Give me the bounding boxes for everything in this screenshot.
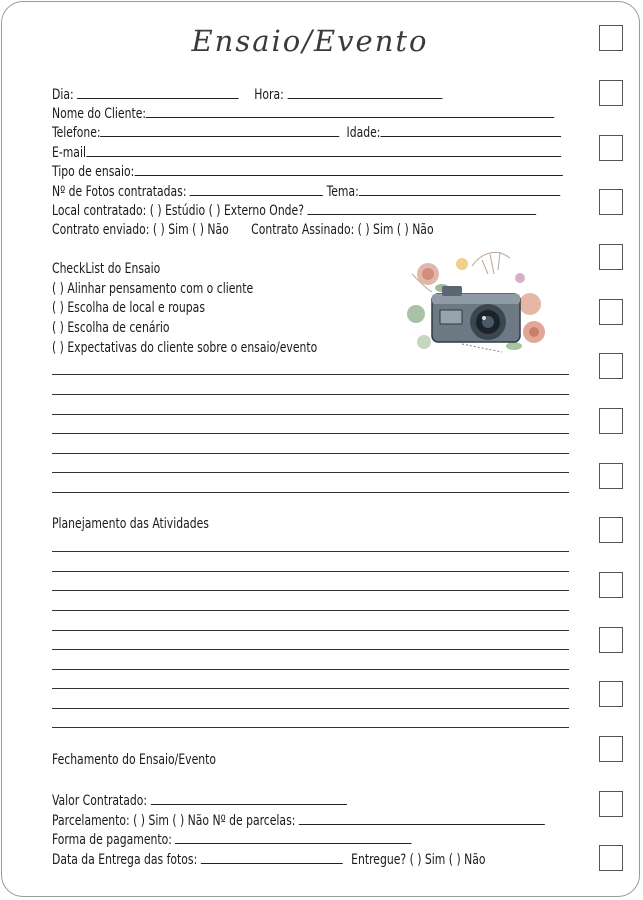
parcelas-field[interactable]: [299, 811, 545, 825]
checkbox[interactable]: [599, 791, 623, 817]
fotos-tema-row: [52, 182, 560, 201]
checkbox[interactable]: [599, 572, 623, 598]
fechamento-heading: Fechamento do Ensaio/Evento: [52, 752, 216, 768]
email-label: E-mail: [52, 145, 86, 161]
entrega-row: [52, 850, 485, 869]
floral-camera-illustration: [402, 244, 554, 366]
planejamento-heading: Planejamento das Atividades: [52, 516, 209, 532]
writing-line[interactable]: [52, 433, 569, 434]
checklist-heading: CheckList do Ensaio: [52, 261, 161, 277]
checkbox[interactable]: [599, 627, 623, 653]
valor-label: Valor Contratado:: [52, 793, 148, 809]
contrato-row: [52, 221, 434, 239]
checkbox[interactable]: [599, 681, 623, 707]
writing-line[interactable]: [52, 649, 569, 650]
tipo-field[interactable]: [134, 162, 562, 176]
contrato-assinado: Contrato Assinado: ( ) Sim ( ) Não: [251, 222, 434, 238]
checkbox[interactable]: [599, 25, 623, 51]
hora-label: Hora:: [254, 87, 284, 103]
writing-line[interactable]: [52, 551, 569, 552]
checkbox[interactable]: [599, 517, 623, 543]
local-row: [52, 201, 536, 220]
local-label: Local contratado: ( ) Estúdio ( ) Externo Onde?: [52, 203, 304, 219]
writing-line[interactable]: [52, 414, 569, 415]
local-field[interactable]: [307, 201, 536, 215]
writing-line[interactable]: [52, 374, 569, 375]
tipo-label: Tipo de ensaio:: [52, 164, 135, 180]
tema-field[interactable]: [359, 182, 560, 196]
checkbox[interactable]: [599, 408, 623, 434]
writing-line[interactable]: [52, 453, 569, 454]
page-title: Ensaio/Evento: [191, 24, 429, 58]
tipo-row: [52, 162, 563, 181]
dia-label: Dia:: [52, 87, 74, 103]
hora-field[interactable]: [287, 85, 442, 99]
entregue-label: Entregue? ( ) Sim ( ) Não: [351, 852, 486, 868]
checklist-item[interactable]: ( ) Escolha de local e roupas: [52, 300, 205, 316]
checklist-item[interactable]: ( ) Alinhar pensamento com o cliente: [52, 281, 254, 297]
writing-line[interactable]: [52, 472, 569, 473]
forma-row: [52, 830, 412, 849]
cliente-field[interactable]: [146, 104, 555, 118]
email-row: [52, 143, 561, 162]
writing-line[interactable]: [52, 688, 569, 689]
forma-label: Forma de pagamento:: [52, 832, 172, 848]
telefone-field[interactable]: [101, 123, 340, 137]
parcelamento-row: [52, 811, 545, 830]
writing-line[interactable]: [52, 610, 569, 611]
writing-line[interactable]: [52, 394, 569, 395]
forma-field[interactable]: [175, 830, 412, 844]
valor-field[interactable]: [151, 791, 347, 805]
checkbox[interactable]: [599, 189, 623, 215]
checklist-item[interactable]: ( ) Escolha de cenário: [52, 320, 170, 336]
cliente-label: Nome do Cliente:: [52, 106, 147, 122]
entrega-label: Data da Entrega das fotos:: [52, 852, 198, 868]
checkbox[interactable]: [599, 845, 623, 871]
dia-field[interactable]: [77, 85, 239, 99]
entrega-field[interactable]: [201, 850, 343, 864]
checkbox[interactable]: [599, 463, 623, 489]
writing-line[interactable]: [52, 492, 569, 493]
checkbox[interactable]: [599, 353, 623, 379]
cliente-row: [52, 104, 555, 123]
dia-hora-row: [52, 85, 442, 104]
checkbox[interactable]: [599, 80, 623, 106]
email-field[interactable]: [86, 143, 561, 157]
parcelamento-label: Parcelamento: ( ) Sim ( ) Não Nº de parcelas:: [52, 813, 296, 829]
checklist-item[interactable]: ( ) Expectativas do cliente sobre o ensaio/evento: [52, 340, 318, 356]
writing-line[interactable]: [52, 727, 569, 728]
fotos-label: Nº de Fotos contratadas:: [52, 184, 187, 200]
valor-row: [52, 791, 347, 810]
checkbox[interactable]: [599, 299, 623, 325]
telefone-label: Telefone:: [52, 125, 101, 141]
contrato-enviado: Contrato enviado: ( ) Sim ( ) Não: [52, 222, 229, 238]
tema-label: Tema:: [326, 184, 359, 200]
writing-line[interactable]: [52, 571, 569, 572]
checkbox[interactable]: [599, 736, 623, 762]
checkbox[interactable]: [599, 244, 623, 270]
writing-line[interactable]: [52, 630, 569, 631]
fotos-field[interactable]: [190, 182, 323, 196]
idade-field[interactable]: [380, 123, 561, 137]
writing-line[interactable]: [52, 669, 569, 670]
idade-label: Idade:: [346, 125, 381, 141]
telefone-row: [52, 123, 561, 142]
checkbox[interactable]: [599, 135, 623, 161]
writing-line[interactable]: [52, 708, 569, 709]
writing-line[interactable]: [52, 590, 569, 591]
